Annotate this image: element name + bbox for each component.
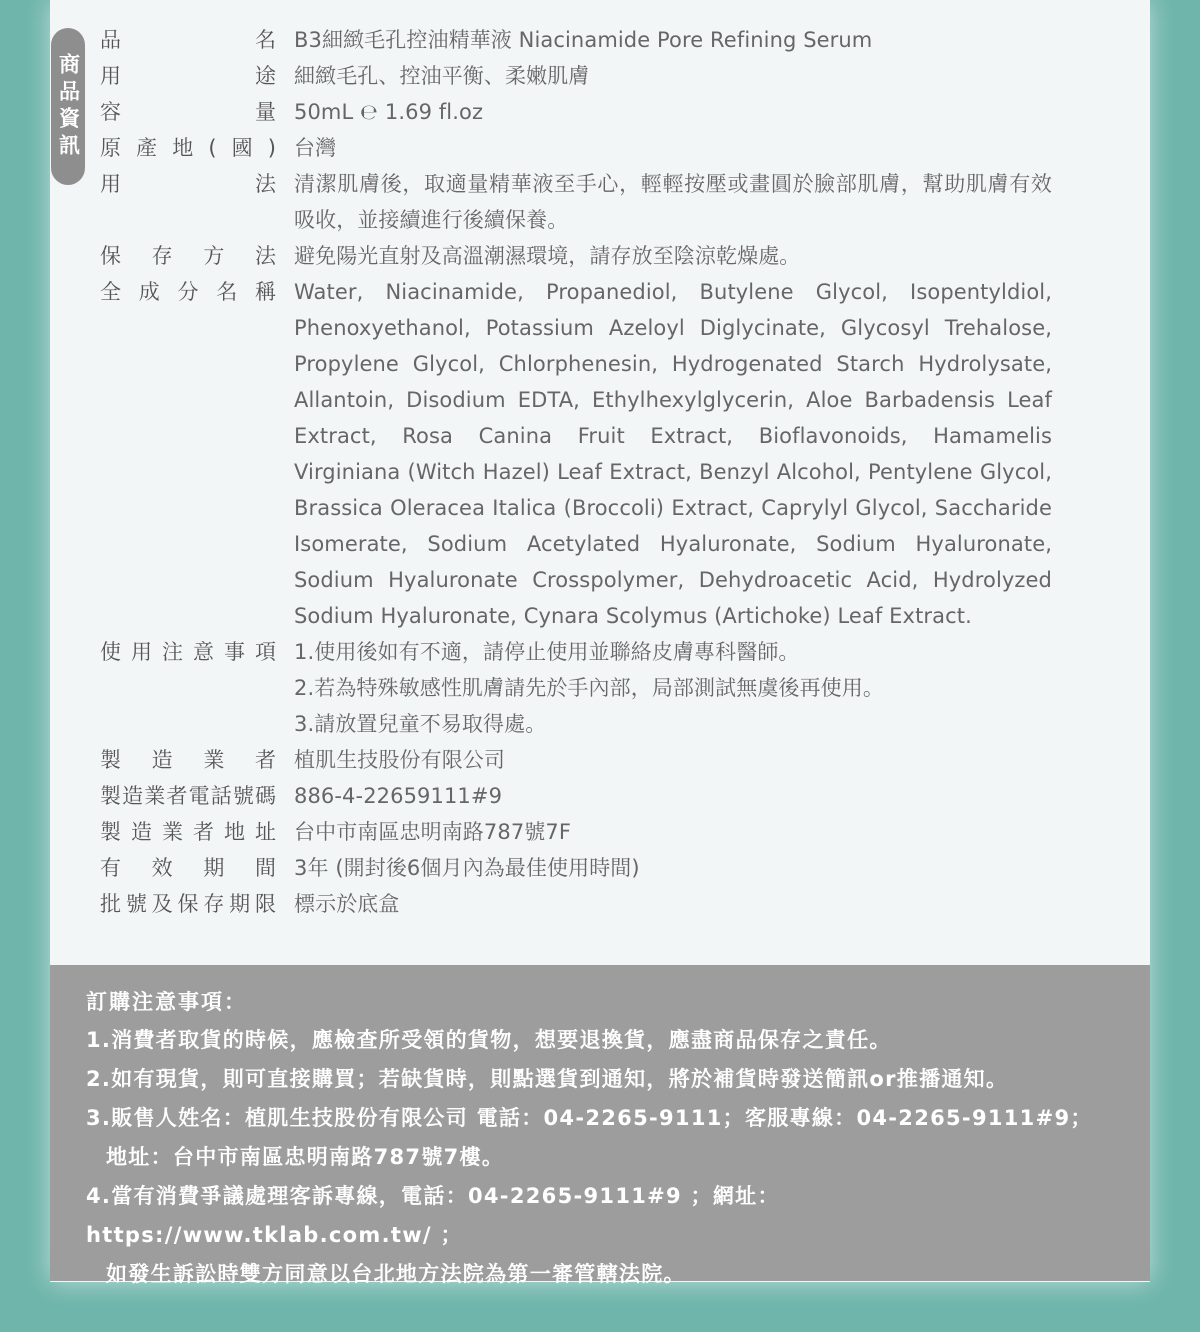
info-label: 保存方法: [100, 244, 276, 268]
order-notice-title: 訂購注意事項：: [86, 990, 247, 1014]
order-notice-line: 3.販售人姓名：植肌生技股份有限公司 電話：04-2265-9111；客服專線：04-2265-9111#9；: [86, 1106, 1093, 1130]
info-value-line: 台灣: [294, 136, 337, 160]
info-value-line: 3年 (開封後6個月內為最佳使用時間): [294, 856, 640, 880]
info-value: [294, 814, 1052, 850]
info-value: [294, 130, 1052, 166]
info-label: 原產地(國): [100, 136, 276, 160]
info-value: [294, 58, 1052, 94]
order-notice-list: [86, 1021, 1116, 1294]
info-label: 用途: [100, 64, 276, 88]
order-notice-item: [86, 1060, 1116, 1099]
info-value-line: 標示於底盒: [294, 892, 400, 916]
order-notice-line-continued: 如發生訴訟時雙方同意以台北地方法院為第一審管轄法院。: [106, 1262, 686, 1286]
info-row: [100, 130, 1052, 166]
info-value: [294, 94, 1052, 130]
info-row: [100, 274, 1052, 634]
info-row: [100, 22, 1052, 58]
info-row: [100, 814, 1052, 850]
info-value: [294, 778, 1052, 814]
info-row: [100, 94, 1052, 130]
info-value-line: B3細緻毛孔控油精華液 Niacinamide Pore Refining Serum: [294, 28, 873, 52]
info-label: 批號及保存期限: [100, 892, 276, 916]
info-value: [294, 238, 1052, 274]
info-value: [294, 742, 1052, 778]
info-value-line: 2.若為特殊敏感性肌膚請先於手內部，局部測試無虞後再使用。: [294, 676, 884, 700]
info-row: [100, 886, 1052, 922]
info-label: 容量: [100, 100, 276, 124]
info-label: 製造業者電話號碼: [100, 784, 276, 808]
info-label: 製造業者: [100, 748, 276, 772]
product-info-tab: [51, 28, 85, 185]
order-notice-item: [86, 1021, 1116, 1060]
order-notice-line: 2.如有現貨，則可直接購買；若缺貨時，則點選貨到通知，將於補貨時發送簡訊or推播通知。: [86, 1067, 1009, 1091]
info-value-line: 3.請放置兒童不易取得處。: [294, 712, 547, 736]
info-value-line: 886-4-22659111#9: [294, 784, 503, 808]
order-notice-item: [86, 1177, 1116, 1294]
info-value-line: 清潔肌膚後，取適量精華液至手心，輕輕按壓或畫圓於臉部肌膚，幫助肌膚有效吸收，並接續進行後續保養。: [294, 172, 1052, 232]
info-value-line: 避免陽光直射及高溫潮濕環境，請存放至陰涼乾燥處。: [294, 244, 801, 268]
product-info-table: [100, 22, 1052, 922]
product-info-tab-label: 商品資訊: [56, 52, 81, 161]
info-value: [294, 634, 1052, 742]
order-notice-line: 4.當有消費爭議處理客訴專線，電話：04-2265-9111#9 ；網址：https://www.tklab.com.tw/ ；: [86, 1184, 780, 1247]
info-row: [100, 58, 1052, 94]
info-label: 用法: [100, 172, 276, 196]
info-label: 有效期間: [100, 856, 276, 880]
order-notice-panel: [50, 965, 1150, 1286]
info-row: [100, 742, 1052, 778]
order-notice-line: 1.消費者取貨的時候，應檢查所受領的貨物，想要退換貨，應盡商品保存之責任。: [86, 1028, 892, 1052]
order-notice-line-continued: 地址：台中市南區忠明南路787號7樓。: [106, 1145, 505, 1169]
info-value-line: Water, Niacinamide, Propanediol, Butylene Glycol, Isopentyldiol, Phenoxyethanol, Potassium Azeloyl Diglycinate, Glycosyl Trehalose, Propylene Glycol, Chlorphenesin, Hydrogenated Starch Hydrolysate, Allantoin, Disodium EDTA, Ethylhexylglycerin, Aloe Barbadensis Leaf Extract, Rosa Canina Fruit Extract, Bioflavonoids, Hamamelis Virginiana (Witch Hazel) Leaf Extract, Benzyl Alcohol, Pentylene Glycol, Brassica Oleracea Italica (Broccoli) Extract, Caprylyl Glycol, Saccharide Isomerate, Sodium Acetylated Hyaluronate, Sodium Hyaluronate, Sodium Hyaluronate Crosspolymer, Dehydroacetic Acid, Hydrolyzed Sodium Hyaluronate, Cynara Scolymus (Artichoke) Leaf Extract.: [294, 280, 1052, 628]
info-label: 製造業者地址: [100, 820, 276, 844]
info-value-line: 1.使用後如有不適，請停止使用並聯絡皮膚專科醫師。: [294, 640, 800, 664]
info-row: [100, 778, 1052, 814]
info-row: [100, 850, 1052, 886]
info-label: 全成分名稱: [100, 280, 276, 304]
info-row: [100, 166, 1052, 238]
order-notice-item: [86, 1099, 1116, 1177]
info-row: [100, 634, 1052, 742]
info-row: [100, 238, 1052, 274]
info-value: [294, 850, 1052, 886]
info-value: [294, 166, 1052, 238]
info-value-line: 台中市南區忠明南路787號7F: [294, 820, 572, 844]
info-value: [294, 886, 1052, 922]
info-value: [294, 274, 1052, 634]
info-label: 品名: [100, 28, 276, 52]
info-value-line: 50mL ℮ 1.69 fl.oz: [294, 100, 484, 124]
info-value-line: 植肌生技股份有限公司: [294, 748, 505, 772]
info-value: [294, 22, 1052, 58]
info-label: 使用注意事項: [100, 640, 276, 664]
info-value-line: 細緻毛孔、控油平衡、柔嫩肌膚: [294, 64, 590, 88]
